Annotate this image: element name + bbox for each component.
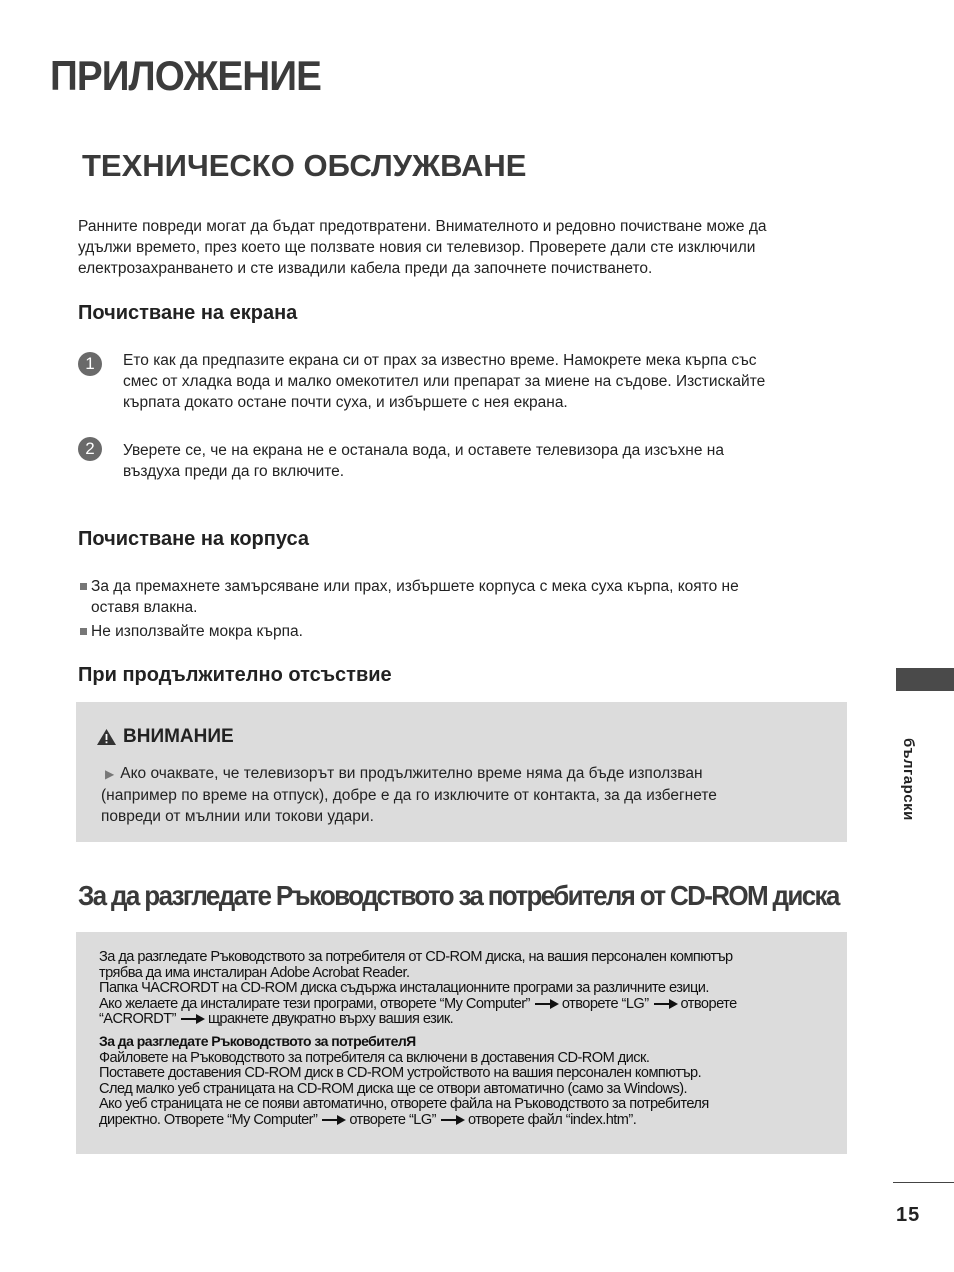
cdrom-title: За да разгледате Ръководството за потребителя от CD-ROM диска — [78, 880, 839, 911]
cdrom-line: “ACRORDT” — [99, 1011, 176, 1028]
caution-header — [96, 726, 234, 748]
cdrom-line: Поставете доставения CD-ROM диск в CD-ROM устройството на вашия персонален компютър. — [99, 1065, 702, 1082]
page-number: 15 — [896, 1204, 921, 1226]
cdrom-line: Ако уеб страницата не се появи автоматично, отворете файла на Ръководството за потребителя — [99, 1096, 709, 1113]
step-number-2: 2 — [78, 437, 102, 461]
cdrom-line: отворете файл “index.htm”. — [467, 1111, 637, 1128]
cdrom-line: отворете “LG” — [561, 995, 649, 1012]
intro-line: Ранните повреди могат да бъдат предотвратени. Внимателното и редовно почистване може да — [78, 218, 767, 235]
case-cleaning-heading: Почистване на корпуса — [78, 528, 309, 550]
language-side-label: български — [900, 738, 917, 821]
cdrom-paragraph-1 — [99, 950, 829, 1028]
arrow-right-icon — [181, 1018, 203, 1020]
intro-line: електрозахранването и сте извадили кабела преди да започнете почистването. — [78, 260, 653, 277]
bullet-line: За да премахнете замърсяване или прах, избършете корпуса с мека суха кърпа, която не — [91, 578, 739, 595]
arrow-right-icon — [441, 1119, 463, 1121]
caution-line: Ако очаквате, че телевизорът ви продължително време няма да бъде използван — [120, 765, 703, 782]
cdrom-line: трябва да има инсталиран Adobe Acrobat Reader. — [99, 964, 410, 981]
step-line: кърпата докато остане почти суха, и избършете с нея екрана. — [123, 394, 568, 411]
caution-text — [101, 763, 801, 827]
cdrom-line: щракнете двукратно върху вашия език. — [207, 1011, 454, 1028]
bullet-line: Не използвайте мокра кърпа. — [91, 623, 303, 640]
caution-line: повреди от мълнии или токови удари. — [101, 808, 374, 825]
step-line: смес от хладка вода и малко омекотител или препарат за миене на съдове. Изстискайте — [123, 373, 766, 390]
arrow-right-icon — [654, 1003, 676, 1005]
cdrom-line: отворете — [680, 995, 737, 1012]
step-line: въздуха преди да го включите. — [123, 463, 345, 480]
page-title: ПРИЛОЖЕНИЕ — [50, 52, 321, 99]
arrow-right-icon — [535, 1003, 557, 1005]
caution-label: ВНИМАНИЕ — [123, 726, 234, 747]
intro-line: удължи времето, през което ще ползвате новия си телевизор. Проверете дали сте изключили — [78, 239, 756, 256]
warning-triangle-icon — [96, 728, 117, 746]
cdrom-line: За да разгледате Ръководството за потребителя от CD-ROM диска, на вашия персонален компютър — [99, 949, 733, 965]
caution-line: (например по време на отпуск), добре е да го изключите от контакта, за да избегнете — [101, 787, 717, 804]
cdrom-line: директно. Отворете “My Computer” — [99, 1111, 318, 1128]
step-text-1 — [123, 350, 843, 413]
cdrom-line: След малко уеб страницата на CD-ROM диска ще се отвори автоматично (само за Windows). — [99, 1080, 688, 1097]
absence-heading: При продължително отсъствие — [78, 664, 392, 686]
section-title: ТЕХНИЧЕСКО ОБСЛУЖВАНЕ — [82, 148, 527, 183]
footer-divider — [893, 1182, 954, 1183]
arrow-right-icon — [322, 1119, 344, 1121]
cdrom-paragraph-2 — [99, 1034, 829, 1129]
step-line: Ето как да предпазите екрана си от прах за известно време. Намокрете мека кърпа със — [123, 352, 757, 369]
cdrom-line: Папка ЧACRORDT на CD-ROM диска съдържа инсталационните програми за различните езици. — [99, 980, 709, 997]
bullet-line: оставя влакна. — [91, 599, 198, 616]
language-tab-marker — [896, 668, 954, 691]
play-arrow-icon: ▶ — [105, 767, 115, 781]
bullet-item — [80, 576, 840, 618]
cdrom-subheading: За да разгледате Ръководството за потребителЯ — [99, 1033, 416, 1049]
screen-cleaning-heading: Почистване на екрана — [78, 302, 298, 324]
cdrom-line: Файловете на Ръководството за потребителя са включени в доставения CD-ROM диск. — [99, 1049, 650, 1066]
square-bullet-icon — [80, 583, 87, 590]
square-bullet-icon — [80, 628, 87, 635]
step-line: Уверете се, че на екрана не е останала вода, и оставете телевизора да изсъхне на — [123, 442, 724, 459]
step-text-2 — [123, 440, 843, 482]
cdrom-line: отворете “LG” — [349, 1111, 436, 1128]
intro-paragraph — [78, 216, 858, 279]
bullet-item — [80, 621, 840, 642]
step-number-1: 1 — [78, 352, 102, 376]
cdrom-line: Ако желаете да инсталирате тези програми, отворете “My Computer” — [99, 995, 530, 1012]
